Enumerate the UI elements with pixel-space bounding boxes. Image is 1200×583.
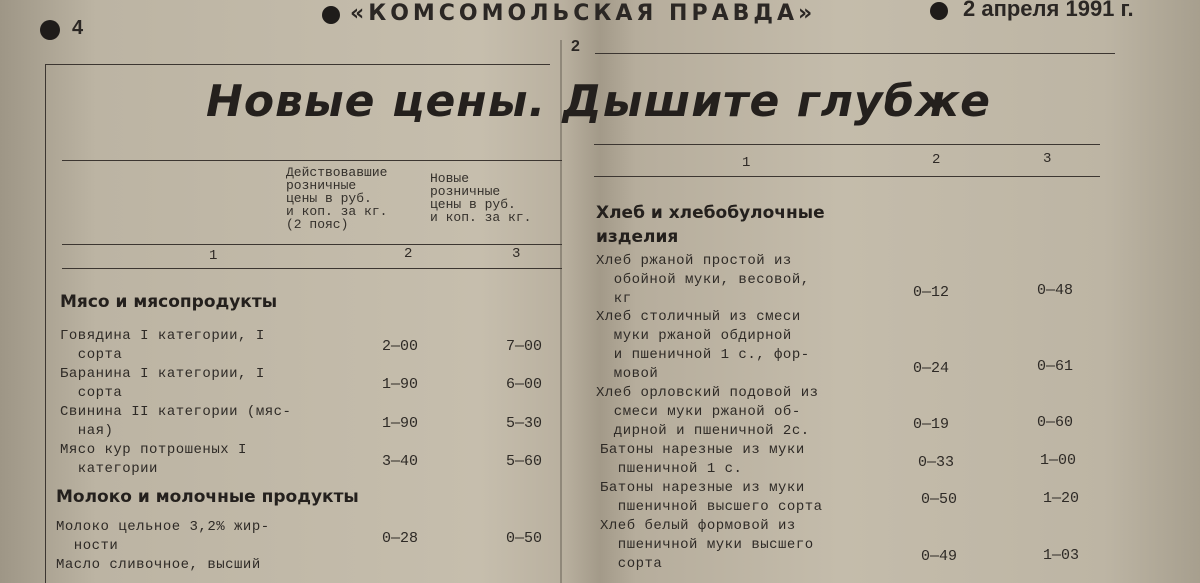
row-old-baton-1s: 0—33 [918, 454, 955, 471]
frame-top-rule-left [45, 64, 550, 65]
row-old-mutton: 1—90 [382, 376, 419, 393]
right-col-number-1: 1 [742, 155, 751, 171]
newspaper-name: «КОМСОМОЛЬСКАЯ ПРАВДА» [350, 1, 817, 26]
row-name-milk: Молоко цельное 3,2% жир- ности [56, 519, 270, 554]
frame-left-rule [45, 64, 46, 583]
left-numbers-rule [62, 268, 562, 269]
left-col-number-1: 1 [209, 248, 218, 264]
row-name-chicken: Мясо кур потрошеных I категории [60, 442, 247, 477]
row-old-rye-bread: 0—12 [913, 284, 950, 301]
row-new-beef: 7—00 [506, 338, 543, 355]
row-new-rye-bread: 0—48 [1037, 282, 1074, 299]
row-old-chicken: 3—40 [382, 453, 419, 470]
row-new-chicken: 5—60 [506, 453, 543, 470]
left-table-top-rule [62, 160, 562, 161]
row-name-baton-premium: Батоны нарезные из муки пшеничной высшего сорта [600, 480, 823, 515]
left-col3-header: Новые розничные цены в руб. и коп. за кг. [430, 171, 532, 225]
row-old-baton-premium: 0—50 [921, 491, 958, 508]
masthead-bullet-left [40, 20, 60, 40]
row-name-rye-bread: Хлеб ржаной простой из обойной муки, весовой, кг [596, 253, 810, 307]
row-name-beef: Говядина I категории, I сорта [60, 328, 265, 363]
row-new-stolichny-bread: 0—61 [1037, 358, 1074, 375]
row-new-pork: 5—30 [506, 415, 543, 432]
section-title-bread: Хлеб и хлебобулочные изделия [596, 203, 825, 247]
row-new-milk: 0—50 [506, 530, 543, 547]
row-name-mutton: Баранина I категории, I сорта [60, 366, 265, 401]
left-col2-header: Действовавшие розничные цены в руб. и коп. за кг. (2 пояс) [286, 165, 388, 232]
row-name-baton-1s: Батоны нарезные из муки пшеничной 1 с. [600, 442, 805, 477]
row-new-baton-1s: 1—00 [1040, 452, 1077, 469]
masthead-bullet-center [322, 6, 340, 24]
row-old-milk: 0—28 [382, 530, 419, 547]
section-title-meat: Мясо и мясопродукты [60, 292, 278, 312]
issue-date: 2 апреля 1991 г. [963, 0, 1134, 21]
page-number: 4 [72, 17, 84, 39]
left-header-rule [62, 244, 562, 245]
row-new-baton-premium: 1—20 [1043, 490, 1080, 507]
section-title-dairy: Молоко и молочные продукты [56, 487, 359, 507]
spread-marker: 2 [571, 38, 580, 55]
article-title: Новые цены. Дышите глубже [206, 76, 991, 127]
row-old-orlovsky-bread: 0—19 [913, 416, 950, 433]
row-old-pork: 1—90 [382, 415, 419, 432]
row-name-stolichny-bread: Хлеб столичный из смеси муки ржаной обдирной и пшеничной 1 с., фор- мовой [596, 309, 810, 382]
left-col-number-3: 3 [512, 246, 521, 262]
row-new-orlovsky-bread: 0—60 [1037, 414, 1074, 431]
row-name-white-bread: Хлеб белый формовой из пшеничной муки высшего сорта [600, 518, 814, 572]
row-name-butter: Масло сливочное, высший [56, 557, 261, 573]
row-new-mutton: 6—00 [506, 376, 543, 393]
masthead-bullet-right [930, 2, 948, 20]
row-name-pork: Свинина II категории (мяс- ная) [60, 404, 292, 439]
row-old-stolichny-bread: 0—24 [913, 360, 950, 377]
left-col-number-2: 2 [404, 246, 413, 262]
right-numbers-rule [594, 176, 1100, 177]
right-table-top-rule [594, 144, 1100, 145]
right-col-number-3: 3 [1043, 151, 1052, 167]
row-old-beef: 2—00 [382, 338, 419, 355]
row-old-white-bread: 0—49 [921, 548, 958, 565]
right-col-number-2: 2 [932, 152, 941, 168]
row-new-white-bread: 1—03 [1043, 547, 1080, 564]
frame-top-rule-right [595, 53, 1115, 54]
row-name-orlovsky-bread: Хлеб орловский подовой из смеси муки ржаной об- дирной и пшеничной 2с. [596, 385, 819, 439]
